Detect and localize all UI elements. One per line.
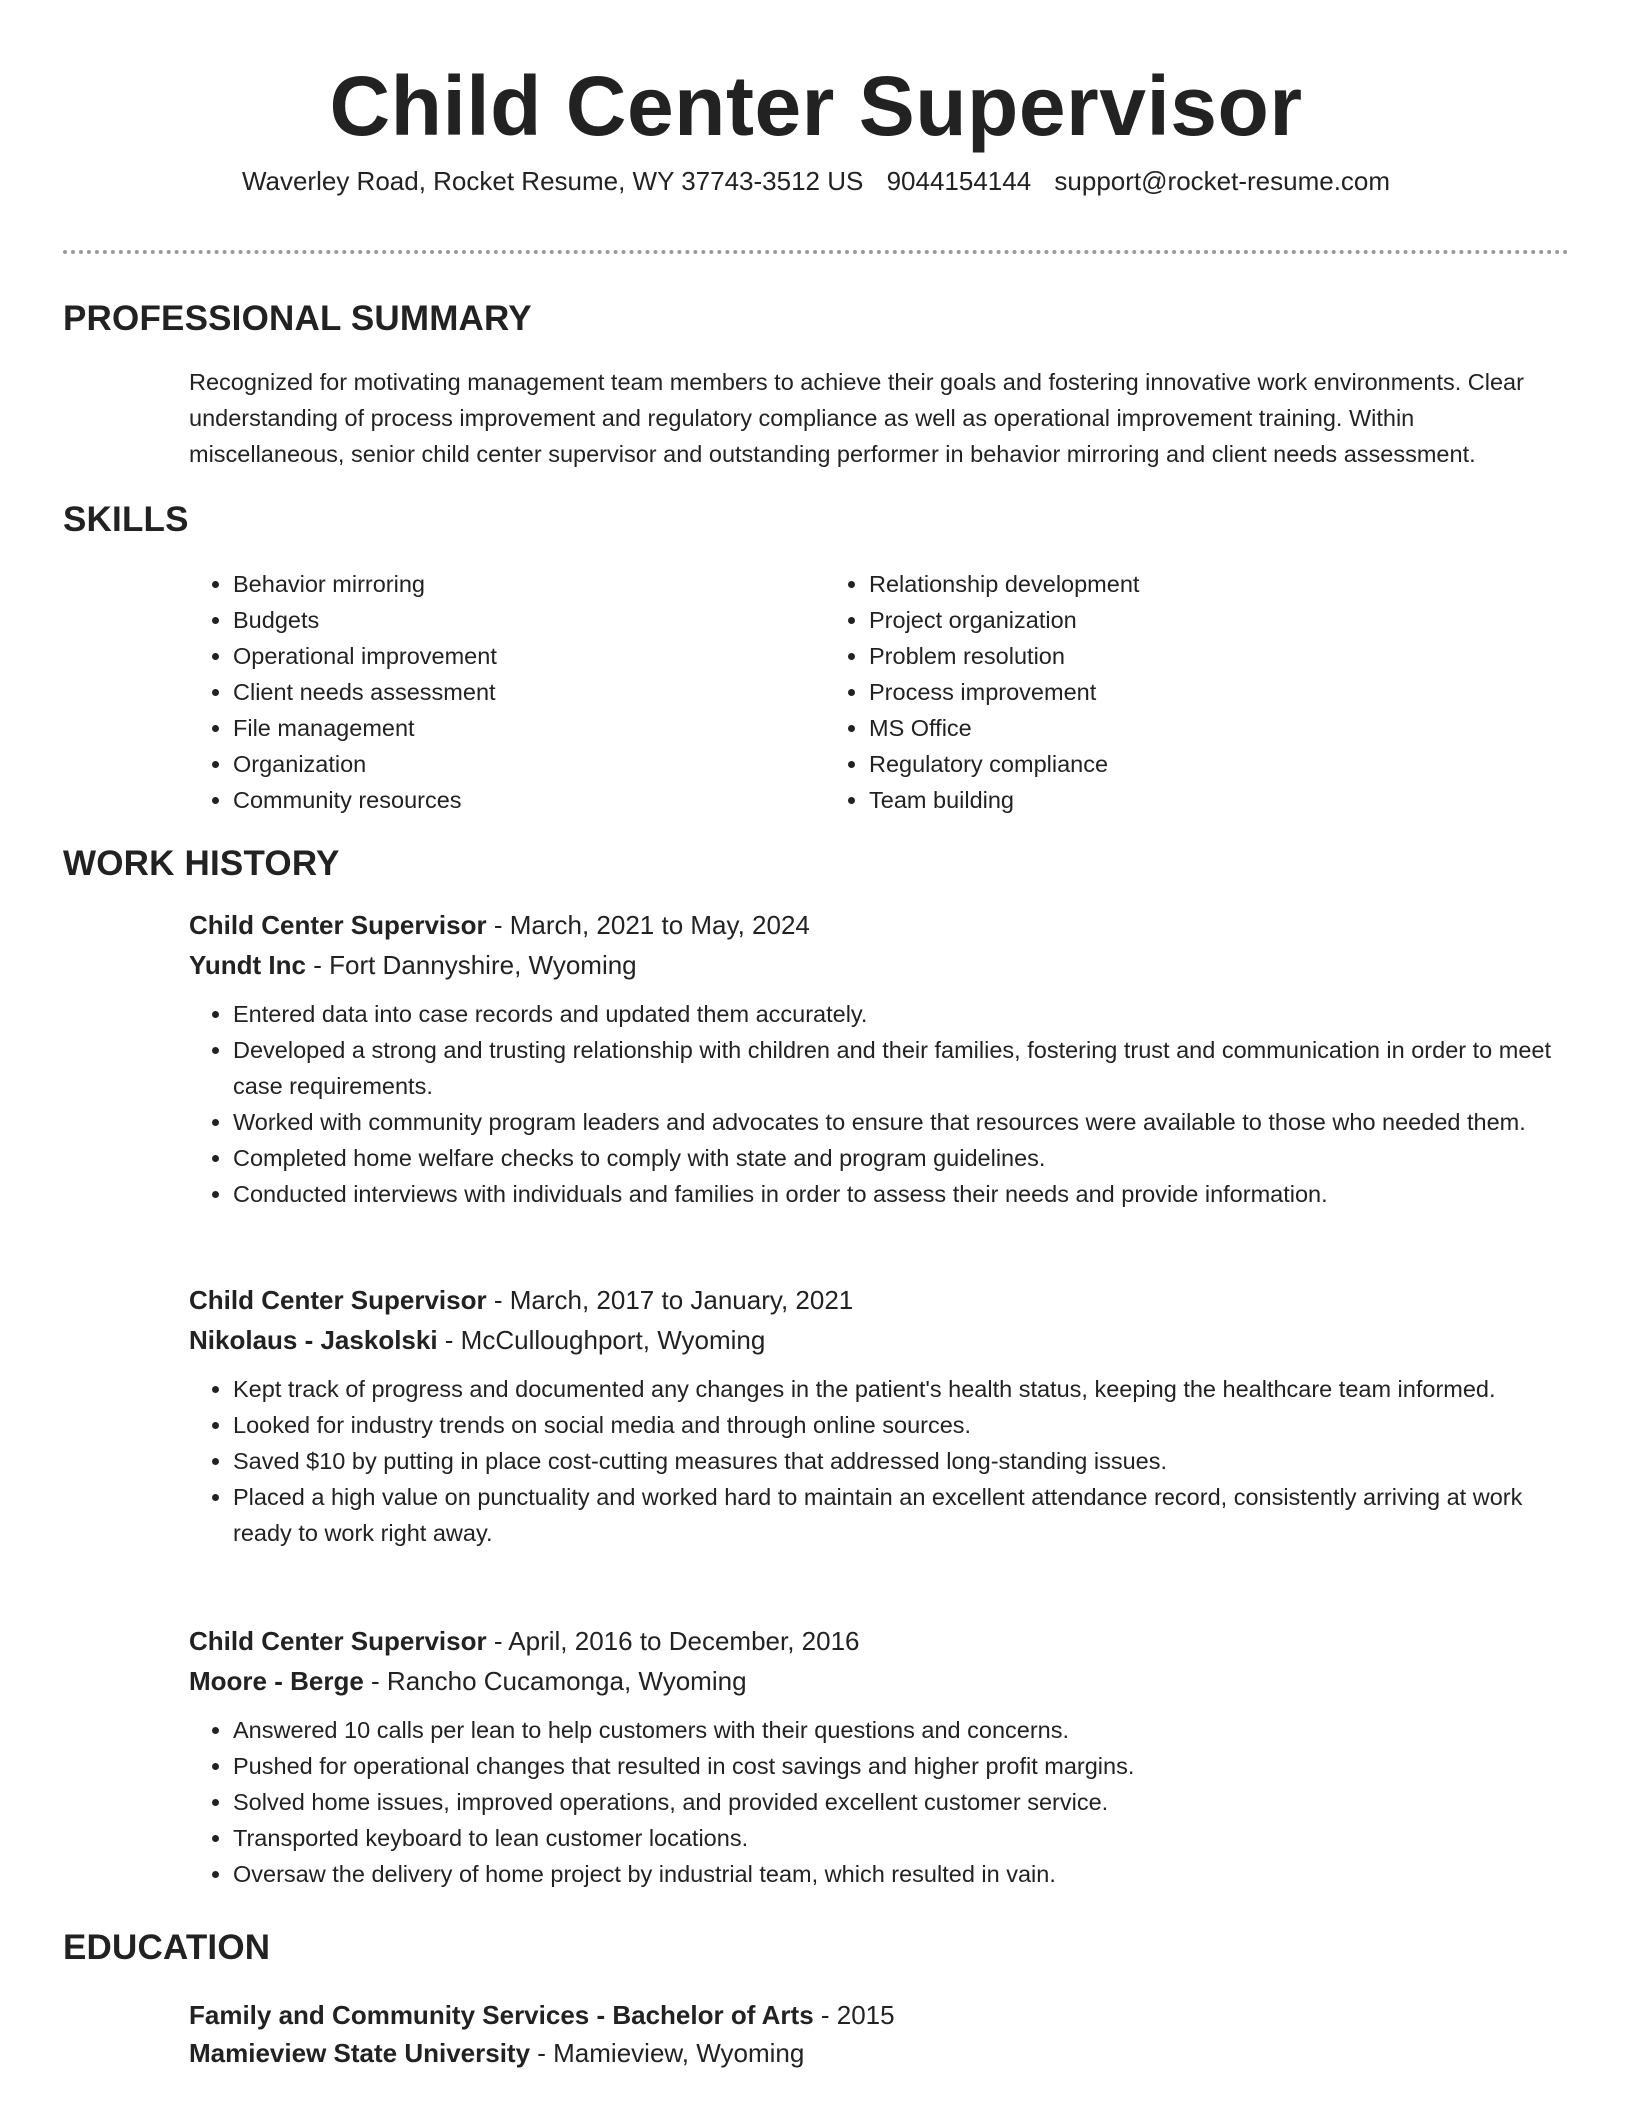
education-degree-line (189, 1998, 1562, 2032)
job-bullet: • Solved home issues, improved operations, and provided excellent customer service. (233, 1784, 1562, 1820)
job-role: Child Center Supervisor (189, 1285, 487, 1315)
job-company-line (189, 1664, 1562, 1698)
skills-column-left (189, 566, 825, 818)
job-role: Child Center Supervisor (189, 910, 487, 940)
job-bullet: • Looked for industry trends on social media and through online sources. (233, 1407, 1562, 1443)
job-bullet: • Placed a high value on punctuality and worked hard to maintain an excellent attendance record, consistently arriving at work ready to work right away. (233, 1479, 1562, 1551)
education-school-line (189, 2036, 1562, 2070)
contact-address: Waverley Road, Rocket Resume, WY 37743-3512 US (241, 166, 864, 196)
skill-item: • Budgets (233, 602, 825, 638)
job-location: - Fort Dannyshire, Wyoming (306, 950, 637, 980)
job-bullet: • Pushed for operational changes that resulted in cost savings and higher profit margins. (233, 1748, 1562, 1784)
job-bullet: • Oversaw the delivery of home project by industrial team, which resulted in vain. (233, 1856, 1562, 1892)
summary-text: Recognized for motivating management team members to achieve their goals and fostering innovative work environments. Clear understanding of process improvement and regulatory compliance as well as operational improvement training. Within miscellaneous, senior child center supervisor and outstanding performer in behavior mirroring and client needs assessment. (189, 369, 1524, 467)
skills-heading: SKILLS (63, 500, 189, 539)
job-dates: - March, 2017 to January, 2021 (486, 1285, 854, 1315)
education-degree: Family and Community Services - Bachelor of Arts (189, 2000, 814, 2030)
work-history-heading: WORK HISTORY (63, 844, 340, 883)
candidate-name: Child Center Supervisor (329, 59, 1303, 153)
job-bullets (189, 1712, 1562, 1892)
job-entry (189, 1624, 1562, 1892)
job-title-line (189, 1624, 1562, 1658)
job-company: Yundt Inc (189, 950, 306, 980)
job-company: Moore - Berge (189, 1666, 364, 1696)
skill-item: • Problem resolution (869, 638, 1139, 674)
job-company-line (189, 948, 1562, 982)
job-bullet: • Saved $10 by putting in place cost-cutting measures that addressed long-standing issues. (233, 1443, 1562, 1479)
job-bullet: • Answered 10 calls per lean to help customers with their questions and concerns. (233, 1712, 1562, 1748)
job-title-line (189, 908, 1562, 942)
contact-phone: 9044154144 (886, 166, 1032, 196)
education-heading: EDUCATION (63, 1928, 271, 1967)
job-role: Child Center Supervisor (189, 1626, 487, 1656)
job-entry (189, 1283, 1562, 1551)
job-bullet: • Worked with community program leaders and advocates to ensure that resources were available to those who needed them. (233, 1104, 1562, 1140)
skill-item: • File management (233, 710, 825, 746)
skill-item: • Operational improvement (233, 638, 825, 674)
job-location: - McCulloughport, Wyoming (437, 1325, 766, 1355)
job-title-line (189, 1283, 1562, 1317)
contact-email: support@rocket-resume.com (1054, 166, 1391, 196)
job-bullets (189, 996, 1562, 1212)
job-bullet: • Entered data into case records and updated them accurately. (233, 996, 1562, 1032)
job-bullet: • Completed home welfare checks to comply with state and program guidelines. (233, 1140, 1562, 1176)
job-dates: - April, 2016 to December, 2016 (486, 1626, 860, 1656)
education-year: - 2015 (813, 2000, 895, 2030)
education-location: - Mamieview, Wyoming (530, 2038, 805, 2068)
skill-item: • Process improvement (869, 674, 1139, 710)
job-bullet: • Transported keyboard to lean customer locations. (233, 1820, 1562, 1856)
job-company: Nikolaus - Jaskolski (189, 1325, 438, 1355)
job-company-line (189, 1323, 1562, 1357)
job-bullet: • Developed a strong and trusting relationship with children and their families, fostering trust and communication in order to meet case requirements. (233, 1032, 1562, 1104)
education-entry (189, 1998, 1562, 2070)
job-location: - Rancho Cucamonga, Wyoming (363, 1666, 747, 1696)
job-bullets (189, 1371, 1562, 1551)
job-bullet: • Kept track of progress and documented any changes in the patient's health status, keeping the healthcare team informed. (233, 1371, 1562, 1407)
skill-item: • Organization (233, 746, 825, 782)
education-school: Mamieview State University (189, 2038, 531, 2068)
skill-item: • Project organization (869, 602, 1139, 638)
job-entry (189, 908, 1562, 1212)
skill-item: • Client needs assessment (233, 674, 825, 710)
contact-line (0, 164, 1632, 198)
skills-list (189, 566, 1559, 818)
header-divider (63, 250, 1569, 254)
skill-item: • Community resources (233, 782, 825, 818)
skill-item: • MS Office (869, 710, 1139, 746)
job-bullet: • Conducted interviews with individuals and families in order to assess their needs and provide information. (233, 1176, 1562, 1212)
job-dates: - March, 2021 to May, 2024 (486, 910, 810, 940)
skill-item: • Team building (869, 782, 1139, 818)
skill-item: • Regulatory compliance (869, 746, 1139, 782)
summary-heading: PROFESSIONAL SUMMARY (63, 299, 532, 338)
skill-item: • Relationship development (869, 566, 1139, 602)
skills-column-right (825, 566, 1139, 818)
skill-item: • Behavior mirroring (233, 566, 825, 602)
